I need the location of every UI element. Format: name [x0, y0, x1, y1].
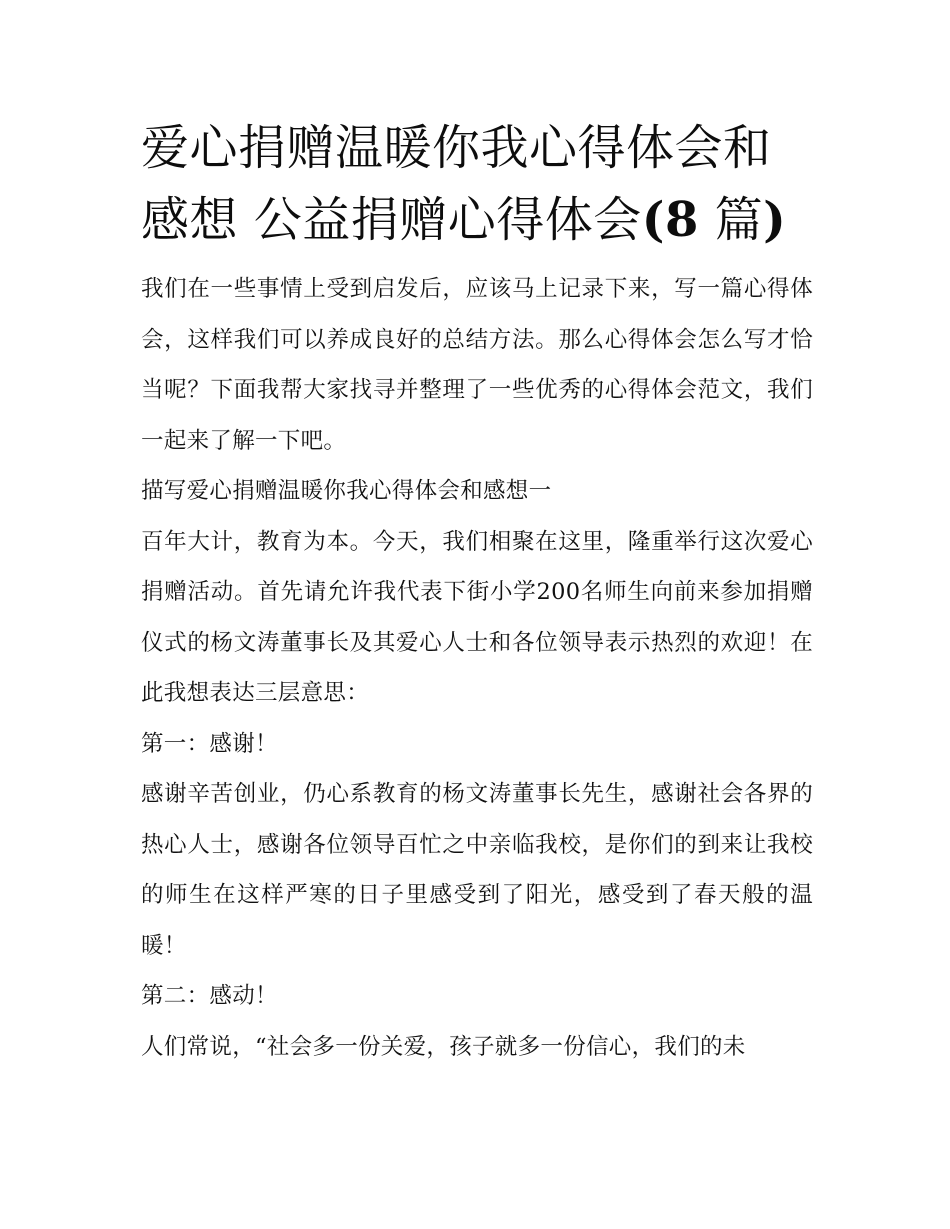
- body-paragraph: 百年大计，教育为本。今天，我们相聚在这里，隆重举行这次爱心捐赠活动。首先请允许我代表下街小学200名师生向前来参加捐赠仪式的杨文涛董事长及其爱心人士和各位领导表示热烈的欢迎！在此我想表达三层意思：: [141, 528, 813, 706]
- body-paragraph: 人们常说，“社会多一份关爱，孩子就多一份信心，我们的未: [141, 1033, 746, 1060]
- document-body: [141, 112, 813, 1072]
- title-count-open: (8: [641, 192, 699, 248]
- section-heading: 描写爱心捐赠温暖你我心得体会和感想一: [141, 478, 552, 504]
- title-line-1: 爱心捐赠温暖你我心得体会和: [141, 120, 772, 176]
- title-line-2: 感想 公益捐赠心得体会: [141, 192, 642, 248]
- title-count-unit: 篇: [698, 192, 764, 248]
- document-title: [141, 112, 813, 256]
- intro-paragraph: 我们在一些事情上受到启发后，应该马上记录下来，写一篇心得体会，这样我们可以养成良好的总结方法。那么心得体会怎么写才恰当呢？下面我帮大家找寻并整理了一些优秀的心得体会范文，我们一起来了解一下吧。: [141, 276, 813, 454]
- point-heading-2: 第二：感动！: [141, 983, 278, 1009]
- title-count-close: ): [763, 192, 787, 248]
- point-heading-1: 第一：感谢！: [141, 730, 278, 757]
- body-paragraph: 感谢辛苦创业，仍心系教育的杨文涛董事长先生，感谢社会各界的热心人士，感谢各位领导百忙之中亲临我校，是你们的到来让我校的师生在这样严寒的日子里感受到了阳光，感受到了春天般的温暖！: [141, 781, 813, 959]
